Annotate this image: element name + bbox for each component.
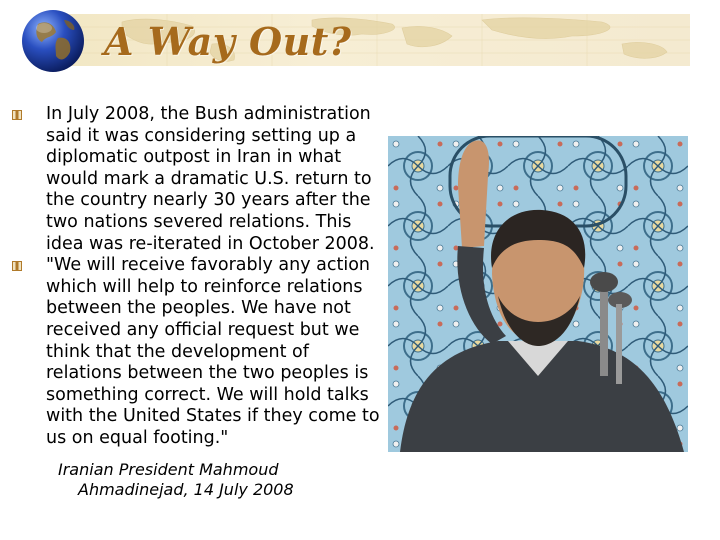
globe-icon — [20, 8, 86, 74]
attribution-line-1: Iranian President Mahmoud — [58, 460, 279, 479]
bullet-icon — [12, 261, 22, 271]
attribution-line-2: Ahmadinejad, 14 July 2008 — [78, 480, 294, 499]
bullet-text: "We will receive favorably any action which will help to reinforce relations between the peoples. We have not received any official request but we think that the development of relations between the two peoples is something correct. We will hold talks with the United States if they come to us on equal footing." — [46, 255, 380, 448]
bullet-item — [12, 255, 382, 449]
speaker-photo — [388, 136, 688, 452]
quote-attribution — [58, 460, 358, 500]
bullet-list — [12, 104, 382, 450]
bullet-icon — [12, 110, 22, 120]
bullet-item — [12, 104, 382, 255]
bullet-text: In July 2008, the Bush administration said it was considering setting up a diplomatic outpost in Iran in what would mark a dramatic U.S. return to the country nearly 30 years after the two nations severed relations. This idea was re-iterated in October 2008. — [46, 104, 375, 254]
slide-title: A Way Out? — [104, 19, 352, 64]
